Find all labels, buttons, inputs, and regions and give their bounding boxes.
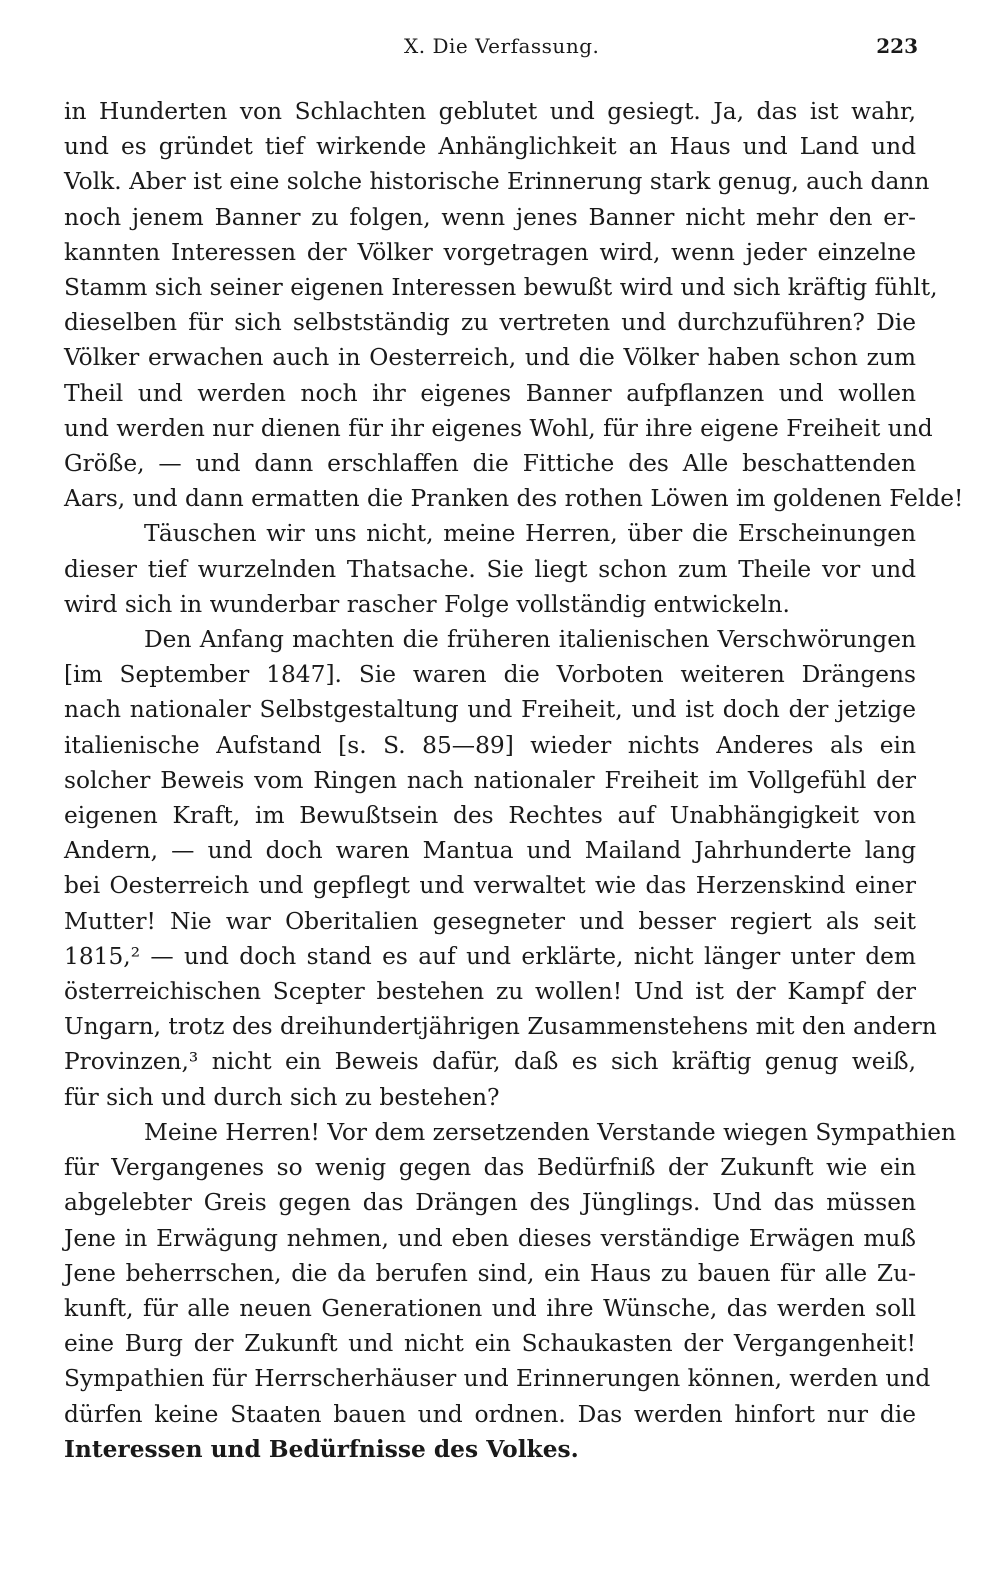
text-line: Jene beherrschen, die da berufen sind, ein Haus zu bauen für alle Zu- <box>64 1259 916 1287</box>
text-line: für Vergangenes so wenig gegen das Bedürfniß der Zukunft wie ein <box>64 1154 916 1182</box>
text-line: dieser tief wurzelnden Thatsache. Sie liegt schon zum Theile vor und <box>64 555 916 583</box>
text-line: und es gründet tief wirkende Anhänglichkeit an Haus und Land und <box>64 133 916 161</box>
running-head <box>64 28 916 76</box>
text-line: Täuschen wir uns nicht, meine Herren, über die Erscheinungen <box>144 520 916 548</box>
text-line: eigenen Kraft, im Bewußtsein des Rechtes auf Unabhängigkeit von <box>64 802 916 830</box>
page-number: 223 <box>876 34 918 58</box>
text-line: Provinzen,³ nicht ein Beweis dafür, daß es sich kräftig genug weiß, <box>64 1048 916 1076</box>
text-line: Volk. Aber ist eine solche historische Erinnerung stark genug, auch dann <box>64 168 930 196</box>
text-line: 1815,² — und doch stand es auf und erklärte, nicht länger unter dem <box>64 942 916 970</box>
text-line: Meine Herren! Vor dem zersetzenden Verstande wiegen Sympathien <box>144 1118 956 1146</box>
text-line: [im September 1847]. Sie waren die Vorboten weiteren Drängens <box>64 661 916 689</box>
text-line: wird sich in wunderbar rascher Folge vollständig entwickeln. <box>64 590 790 618</box>
text-line: für sich und durch sich zu bestehen? <box>64 1083 500 1111</box>
text-line: Theil und werden noch ihr eigenes Banner aufpflanzen und wollen <box>64 379 916 407</box>
text-line: Jene in Erwägung nehmen, und eben dieses verständige Erwägen muß <box>64 1224 916 1252</box>
text-line: nach nationaler Selbstgestaltung und Freiheit, und ist doch der jetzige <box>64 696 916 724</box>
text-line: italienische Aufstand [s. S. 85—89] wieder nichts Anderes als ein <box>64 731 916 759</box>
paragraph-2 <box>64 516 916 622</box>
text-line: österreichischen Scepter bestehen zu wollen! Und ist der Kampf der <box>64 978 916 1006</box>
paragraph-3 <box>64 622 937 1115</box>
body-text <box>64 94 964 1467</box>
text-line: Größe, — und dann erschlaffen die Fittiche des Alle beschattenden <box>64 450 916 478</box>
text-line: Andern, — und doch waren Mantua und Mailand Jahrhunderte lang <box>64 837 916 865</box>
text-line: kannten Interessen der Völker vorgetragen wird, wenn jeder einzelne <box>64 238 916 266</box>
text-line: bei Oesterreich und gepflegt und verwaltet wie das Herzenskind einer <box>64 872 916 900</box>
text-line: dürfen keine Staaten bauen und ordnen. Das werden hinfort nur die <box>64 1400 916 1428</box>
text-line: eine Burg der Zukunft und nicht ein Schaukasten der Vergangenheit! <box>64 1330 916 1358</box>
text-line: solcher Beweis vom Ringen nach nationaler Freiheit im Vollgefühl der <box>64 766 916 794</box>
text-line: abgelebter Greis gegen das Drängen des Jünglings. Und das müssen <box>64 1189 916 1217</box>
text-line: Sympathien für Herrscherhäuser und Erinnerungen können, werden und <box>64 1365 931 1393</box>
text-line: Völker erwachen auch in Oesterreich, und die Völker haben schon zum <box>64 344 916 372</box>
text-line: noch jenem Banner zu folgen, wenn jenes Banner nicht mehr den er- <box>64 203 916 231</box>
text-line: und werden nur dienen für ihr eigenes Wohl, für ihre eigene Freiheit und <box>64 414 933 442</box>
paragraph-1 <box>64 94 964 516</box>
text-line: dieselben für sich selbstständig zu vertreten und durchzuführen? Die <box>64 309 916 337</box>
paragraph-4 <box>64 1115 956 1467</box>
text-line: Interessen und Bedürfnisse des Volkes. <box>64 1435 579 1463</box>
chapter-title: X. Die Verfassung. <box>404 34 600 58</box>
text-line: Den Anfang machten die früheren italienischen Verschwörungen <box>144 626 916 654</box>
text-line: Stamm sich seiner eigenen Interessen bewußt wird und sich kräftig fühlt, <box>64 274 938 302</box>
text-line: kunft, für alle neuen Generationen und ihre Wünsche, das werden soll <box>64 1294 916 1322</box>
text-line: in Hunderten von Schlachten geblutet und gesiegt. Ja, das ist wahr, <box>64 98 916 125</box>
text-line: Aars, und dann ermatten die Pranken des rothen Löwen im goldenen Felde! <box>64 485 964 513</box>
text-line: Mutter! Nie war Oberitalien gesegneter und besser regiert als seit <box>64 907 916 935</box>
text-line: Ungarn, trotz des dreihundertjährigen Zusammenstehens mit den andern <box>64 1013 937 1041</box>
